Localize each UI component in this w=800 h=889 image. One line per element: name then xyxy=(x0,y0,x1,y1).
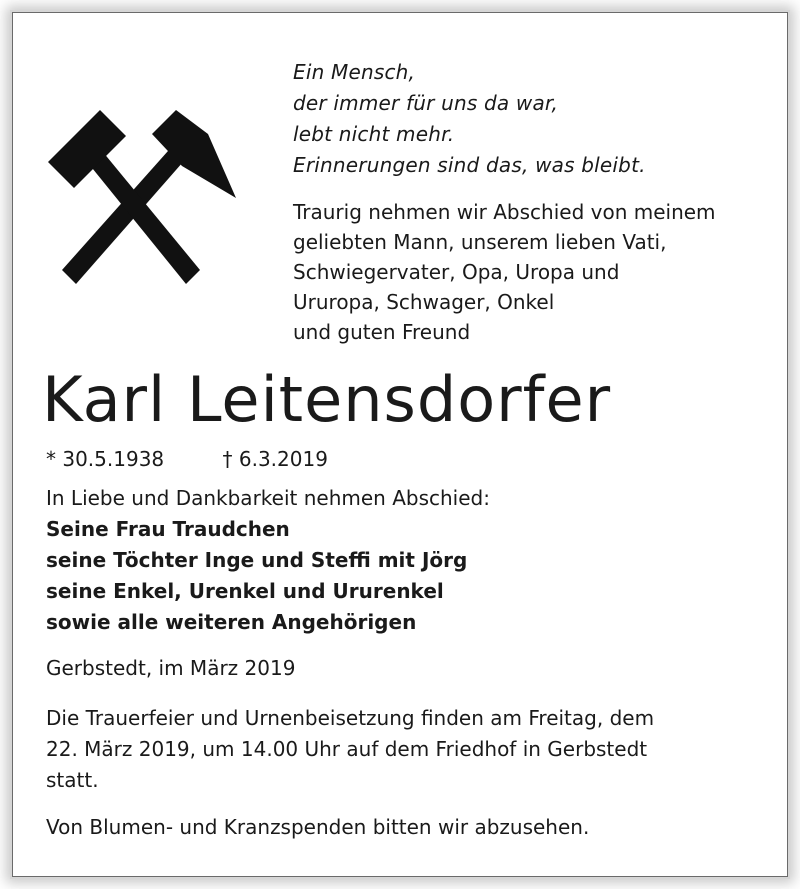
intro-line: Schwiegervater, Opa, Uropa und xyxy=(293,260,620,284)
mourner-line: seine Töchter Inge und Steffi mit Jörg xyxy=(46,548,468,572)
mourner-line: seine Enkel, Urenkel und Ururenkel xyxy=(46,579,444,603)
mourner-line: sowie alle weiteren Angehörigen xyxy=(46,610,417,634)
poem-line: Erinnerungen sind das, was bleibt. xyxy=(293,153,646,177)
intro-text xyxy=(293,197,716,347)
hammer-and-pick-icon xyxy=(40,104,240,284)
deceased-name: Karl Leitensdorfer xyxy=(42,363,612,436)
intro-line: und guten Freund xyxy=(293,320,471,344)
ceremony-line: statt. xyxy=(46,768,99,792)
ceremony-line: 22. März 2019, um 14.00 Uhr auf dem Friedhof in Gerbstedt xyxy=(46,737,648,761)
ceremony-line: Die Trauerfeier und Urnenbeisetzung finden am Freitag, dem xyxy=(46,706,655,730)
intro-line: Traurig nehmen wir Abschied von meinem xyxy=(293,200,716,224)
poem-line: der immer für uns da war, xyxy=(293,91,559,115)
poem-line: lebt nicht mehr. xyxy=(293,122,455,146)
intro-line: Ururopa, Schwager, Onkel xyxy=(293,290,555,314)
intro-line: geliebten Mann, unserem lieben Vati, xyxy=(293,230,667,254)
birth-date: * 30.5.1938 xyxy=(46,447,165,471)
poem xyxy=(293,57,646,181)
mourners-intro: In Liebe und Dankbarkeit nehmen Abschied: xyxy=(46,486,490,510)
flowers-note: Von Blumen- und Kranzspenden bitten wir abzusehen. xyxy=(46,815,590,839)
place-date: Gerbstedt, im März 2019 xyxy=(46,656,296,680)
poem-line: Ein Mensch, xyxy=(293,60,416,84)
mourner-line: Seine Frau Traudchen xyxy=(46,517,290,541)
death-date: † 6.3.2019 xyxy=(222,447,328,471)
mourners-block xyxy=(46,483,490,638)
ceremony-info xyxy=(46,703,726,796)
life-dates xyxy=(46,444,328,474)
